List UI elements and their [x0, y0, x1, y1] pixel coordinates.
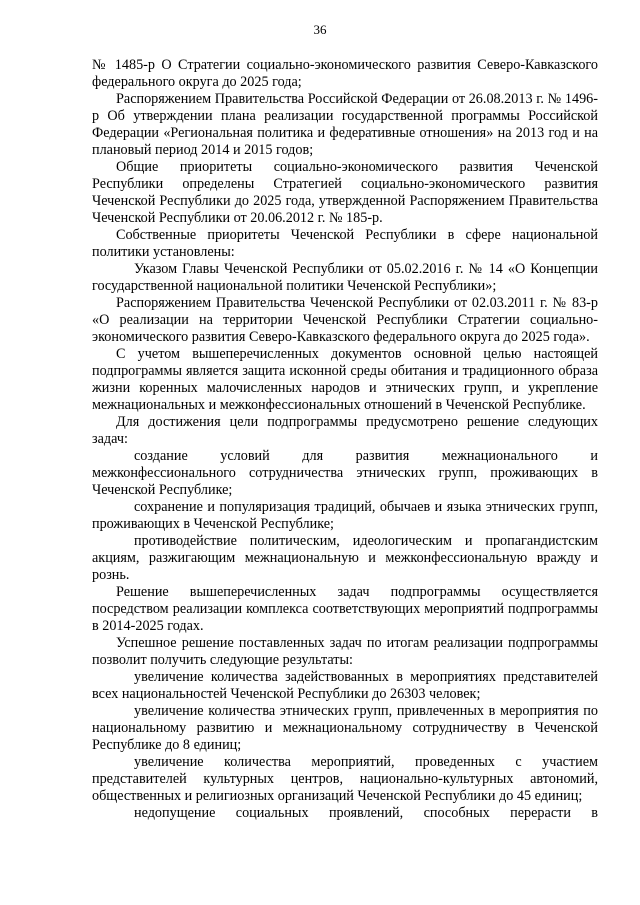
paragraph: Указом Главы Чеченской Республики от 05.02.2016 г. № 14 «О Концепции государственной национальной политики Чеченской Республики»; — [92, 261, 598, 294]
paragraph: Общие приоритеты социально-экономического развития Чеченской Республики определены Стратегией социально-экономического развития Чеченской Республики до 2025 года, утвержденной Распоряжением Правительства Чеченской Республики от 20.06.2012 г. № 185-р. — [92, 159, 598, 226]
list-item: увеличение количества задействованных в мероприятиях представителей всех национальностей Чеченской Республики до 26303 человек; — [92, 669, 598, 702]
list-item: недопущение социальных проявлений, способных перерасти в — [134, 805, 598, 821]
list-item: увеличение количества этнических групп, привлеченных в мероприятия по национальному развитию и межнациональному сотрудничеству в Чеченской Республике до 8 единиц; — [92, 703, 598, 753]
list-item: увеличение количества мероприятий, проведенных с участием представителей культурных центров, национально-культурных автономий, общественных и религиозных организаций Чеченской Республики до 45 единиц; — [92, 754, 598, 804]
paragraph: Распоряжением Правительства Российской Федерации от 26.08.2013 г. № 1496-р Об утверждении плана реализации государственной программы Российской Федерации «Региональная политика и федеративные отношения» на 2013 год и на плановый период 2014 и 2015 годов; — [92, 91, 598, 158]
list-item: противодействие политическим, идеологическим и пропагандистским акциям, разжигающим межнациональную и межконфессиональную вражду и рознь. — [92, 533, 598, 583]
list-item: сохранение и популяризация традиций, обычаев и языка этнических групп, проживающих в Чеченской Республике; — [92, 499, 598, 532]
paragraph: Собственные приоритеты Чеченской Республики в сфере национальной политики установлены: — [92, 227, 598, 260]
page-number: 36 — [313, 22, 327, 37]
paragraph: Решение вышеперечисленных задач подпрограммы осуществляется посредством реализации комплекса соответствующих мероприятий подпрограммы в 2014-2025 годах. — [92, 584, 598, 634]
paragraph: Распоряжением Правительства Чеченской Республики от 02.03.2011 г. № 83-р «О реализации на территории Чеченской Республики Стратегии социально-экономического развития Северо-Кавказского федерального округа до 2025 года». — [92, 295, 598, 345]
body-text — [92, 57, 598, 822]
paragraph: С учетом вышеперечисленных документов основной целью настоящей подпрограммы является защита исконной среды обитания и традиционного образа жизни коренных малочисленных народов и этнических групп, и укрепление межнациональных и межконфессиональных отношений в Чеченской Республике. — [92, 346, 598, 413]
paragraph: Успешное решение поставленных задач по итогам реализации подпрограммы позволит получить следующие результаты: — [92, 635, 598, 668]
paragraph: № 1485-р О Стратегии социально-экономического развития Северо-Кавказского федерального округа до 2025 года; — [92, 57, 598, 90]
paragraph: Для достижения цели подпрограммы предусмотрено решение следующих задач: — [92, 414, 598, 447]
list-item: создание условий для развития межнационального и межконфессионального сотрудничества этнических групп, проживающих в Чеченской Республике; — [92, 448, 598, 498]
